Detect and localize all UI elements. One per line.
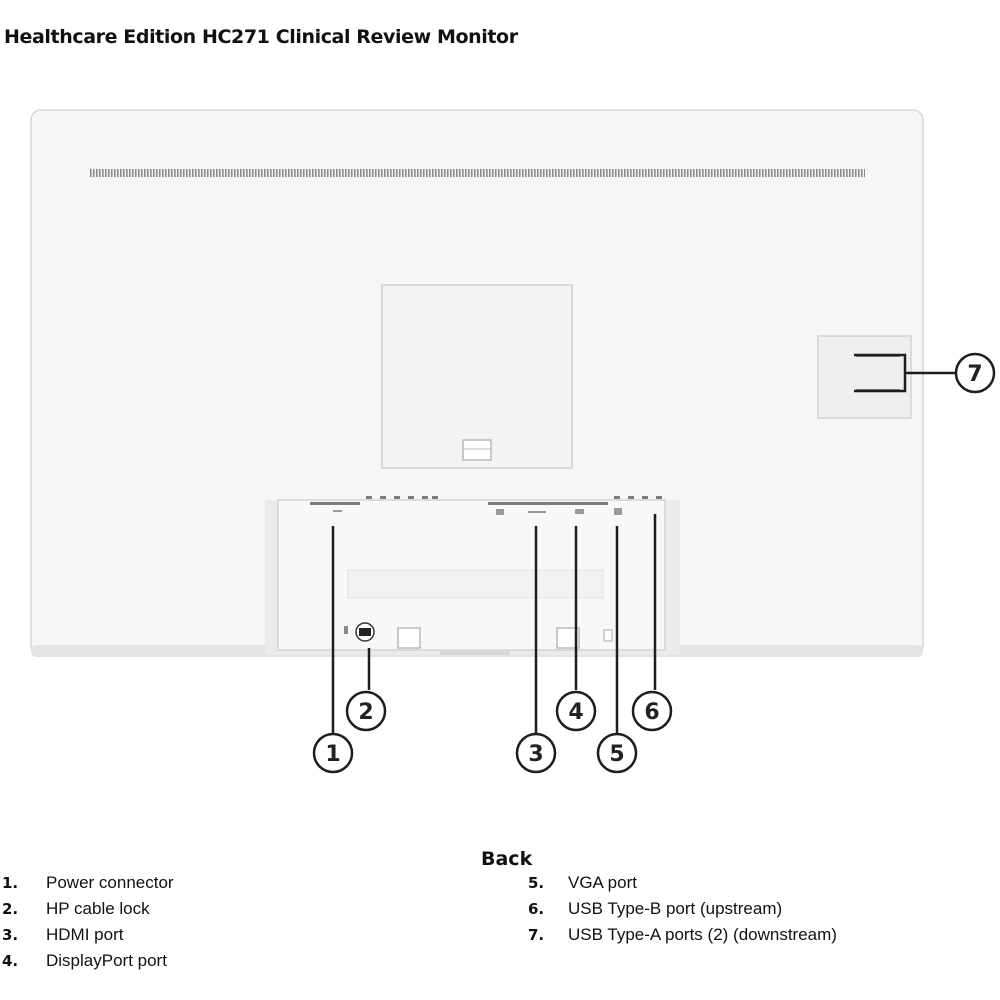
legend-item-number: 4. (2, 952, 19, 970)
legend-item-number: 2. (2, 900, 19, 918)
callout-6 (633, 692, 671, 730)
callout-2-number: 2 (358, 700, 374, 725)
callout-7 (956, 354, 994, 392)
legend-right (528, 870, 837, 948)
legend-item (2, 870, 174, 896)
legend-item (2, 922, 174, 948)
callout-4-number: 4 (568, 700, 584, 725)
legend-item-label: USB Type-A ports (2) (downstream) (568, 925, 837, 944)
callout-1 (314, 734, 352, 772)
legend-item-number: 7. (528, 926, 545, 944)
vesa-cover (382, 285, 572, 468)
callout-3-number: 3 (528, 742, 544, 767)
legend-item-number: 1. (2, 874, 19, 892)
legend-item (528, 896, 837, 922)
legend-item-label: Power connector (46, 873, 174, 892)
vent-strip (90, 169, 865, 177)
section-heading: Back (481, 848, 533, 870)
legend-item (528, 870, 837, 896)
callout-5 (598, 734, 636, 772)
page-title: Healthcare Edition HC271 Clinical Review Monitor (4, 26, 518, 48)
legend-item (528, 922, 837, 948)
legend-left (2, 870, 174, 974)
callout-1-number: 1 (325, 742, 341, 767)
legend-item-label: HP cable lock (46, 899, 150, 918)
usb-side-panel (818, 336, 911, 418)
callout-3 (517, 734, 555, 772)
legend-item-number: 5. (528, 874, 545, 892)
callout-2 (347, 692, 385, 730)
callout-5-number: 5 (609, 742, 625, 767)
legend-item (2, 896, 174, 922)
legend-item-label: DisplayPort port (46, 951, 167, 970)
callout-4 (557, 692, 595, 730)
legend-item-label: VGA port (568, 873, 637, 892)
callout-7-number: 7 (967, 362, 983, 387)
legend-item-number: 6. (528, 900, 545, 918)
legend-item-number: 3. (2, 926, 19, 944)
legend-item-label: HDMI port (46, 925, 124, 944)
legend-item-label: USB Type-B port (upstream) (568, 899, 783, 918)
callout-6-number: 6 (644, 700, 660, 725)
legend-item (2, 948, 174, 974)
